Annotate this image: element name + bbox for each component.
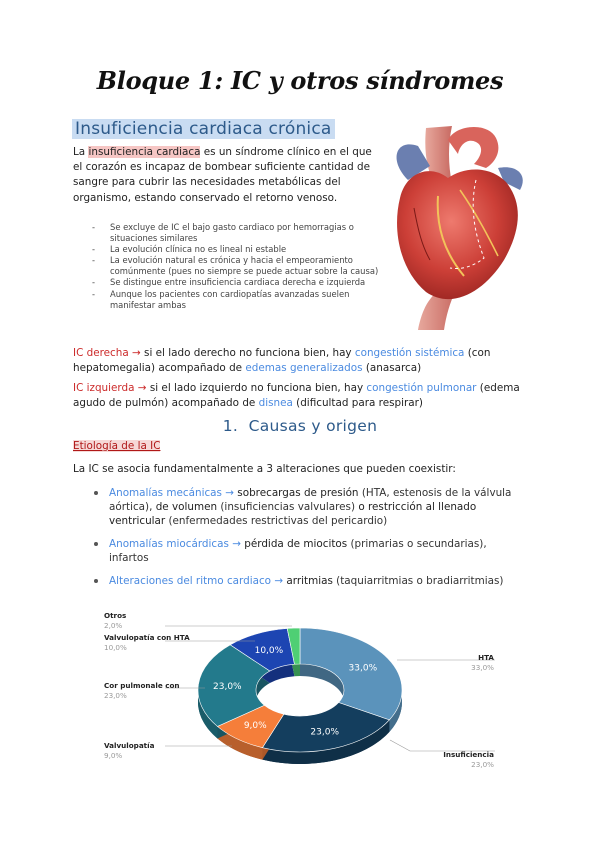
- cause-detail: (enfermedades restrictivas del pericardio): [165, 515, 388, 527]
- heart-illustration: [378, 120, 538, 330]
- intro-paragraph: [73, 145, 373, 206]
- section-number: 1.: [222, 417, 239, 435]
- legend-label-otros: Otros 2,0%: [104, 611, 127, 630]
- ic-derecha-text-1: si el lado derecho no funciona bien, hay: [140, 347, 355, 359]
- legend-label-cor-pulmonale: Cor pulmonale con 23,0%: [104, 681, 180, 700]
- ic-izquierda-term: IC izquierda: [73, 382, 135, 394]
- ic-derecha-text-3: (anasarca): [362, 362, 422, 375]
- slice-value-label: 23,0%: [213, 681, 242, 692]
- legend-label-insuficiencia: Insuficiencia 23,0%: [443, 750, 494, 769]
- cause-text: arritmias: [283, 575, 333, 587]
- ic-izquierda-keyword-2: disnea: [258, 397, 293, 410]
- arrow-icon: →: [225, 487, 234, 499]
- ic-derecha-keyword-2: edemas generalizados: [245, 362, 363, 375]
- list-item: - La evolución natural es crónica y hacia el empeoramiento comúnmente (pues no siempre se puede actuar sobre la causa): [90, 255, 380, 277]
- list-item: [92, 486, 512, 528]
- ic-izquierda-paragraph: [73, 381, 533, 411]
- notes-list: [90, 222, 380, 311]
- ic-derecha-paragraph: [73, 346, 533, 376]
- ic-derecha-text-2: (con hepatomegalia) acompañado de: [73, 347, 491, 375]
- slice-value-label: 33,0%: [348, 663, 378, 674]
- lead-text: La IC se asocia fundamentalmente a 3 alteraciones que pueden coexistir:: [73, 463, 456, 475]
- arrow-icon: →: [137, 382, 147, 394]
- legend-label-valvulopatia-hta: Valvulopatía con HTA 10,0%: [104, 633, 190, 652]
- etiologia-heading: Etiología de la IC: [73, 440, 161, 452]
- slice-value-label: 10,0%: [254, 646, 284, 657]
- cause-detail: (primarias o secundarias), infartos: [109, 538, 487, 564]
- list-item: - La evolución clínica no es lineal ni estable: [90, 244, 380, 255]
- cause-text: sobrecargas de presión: [234, 487, 359, 499]
- section-heading: Insuficiencia cardiaca crónica: [72, 119, 335, 139]
- arrow-icon: →: [132, 347, 141, 359]
- section-label: Causas y origen: [248, 417, 378, 435]
- list-item: - Se distingue entre insuficiencia cardiaca derecha e izquierda: [90, 277, 380, 288]
- legend-label-hta: HTA 33,0%: [471, 653, 494, 672]
- list-item: - Se excluye de IC el bajo gasto cardiaco por hemorragias o situaciones similares: [90, 222, 380, 244]
- cause-detail: (insuficiencias valvulares): [217, 501, 359, 513]
- cause-text: pérdida de miocitos: [240, 538, 348, 550]
- section-title: [0, 417, 600, 435]
- ic-izquierda-text-2: (edema agudo de pulmón) acompañado de: [73, 382, 520, 410]
- list-item: [92, 574, 512, 588]
- cause-detail: (taquiarritmias o bradiarritmias): [332, 575, 504, 587]
- cause-text: de volumen: [155, 501, 218, 513]
- arrow-icon: →: [232, 538, 241, 550]
- arrow-icon: →: [274, 575, 284, 587]
- page-title: Bloque 1: IC y otros síndromes: [96, 66, 504, 95]
- cause-keyword: Alteraciones del ritmo cardiaco: [109, 575, 272, 587]
- ic-izquierda-text-1: si el lado izquierdo no funciona bien, hay: [146, 382, 367, 394]
- intro-term: insuficiencia cardiaca: [88, 146, 201, 158]
- ic-derecha-keyword-1: congestión sistémica: [354, 347, 465, 359]
- ic-izquierda-keyword-1: congestión pulmonar: [366, 382, 477, 394]
- slice-value-label: 23,0%: [310, 727, 340, 738]
- list-item: [92, 537, 512, 565]
- intro-pre: La: [73, 146, 89, 158]
- ic-izquierda-text-3: (dificultad para respirar): [292, 397, 423, 410]
- cause-text: o restricción al llenado ventricular: [109, 501, 477, 527]
- causes-list: [92, 486, 512, 597]
- etiology-donut-chart: [0, 600, 600, 790]
- ic-derecha-term: IC derecha: [73, 347, 129, 359]
- cause-keyword: Anomalías miocárdicas: [109, 538, 229, 550]
- legend-label-valvulopatia: Valvulopatía 9,0%: [104, 741, 155, 760]
- cause-keyword: Anomalías mecánicas: [109, 487, 222, 499]
- intro-post: es un síndrome clínico en el que el corazón es incapaz de bombear suficiente cantidad de sangre para cubrir las necesidades metabólicas del organismo, estando conservado el retorno venoso.: [73, 146, 372, 204]
- slice-value-label: 9,0%: [243, 720, 267, 731]
- list-item: - Aunque los pacientes con cardiopatías avanzadas suelen manifestar ambas: [90, 289, 380, 311]
- cause-detail: (HTA, estenosis de la válvula aórtica),: [109, 487, 512, 513]
